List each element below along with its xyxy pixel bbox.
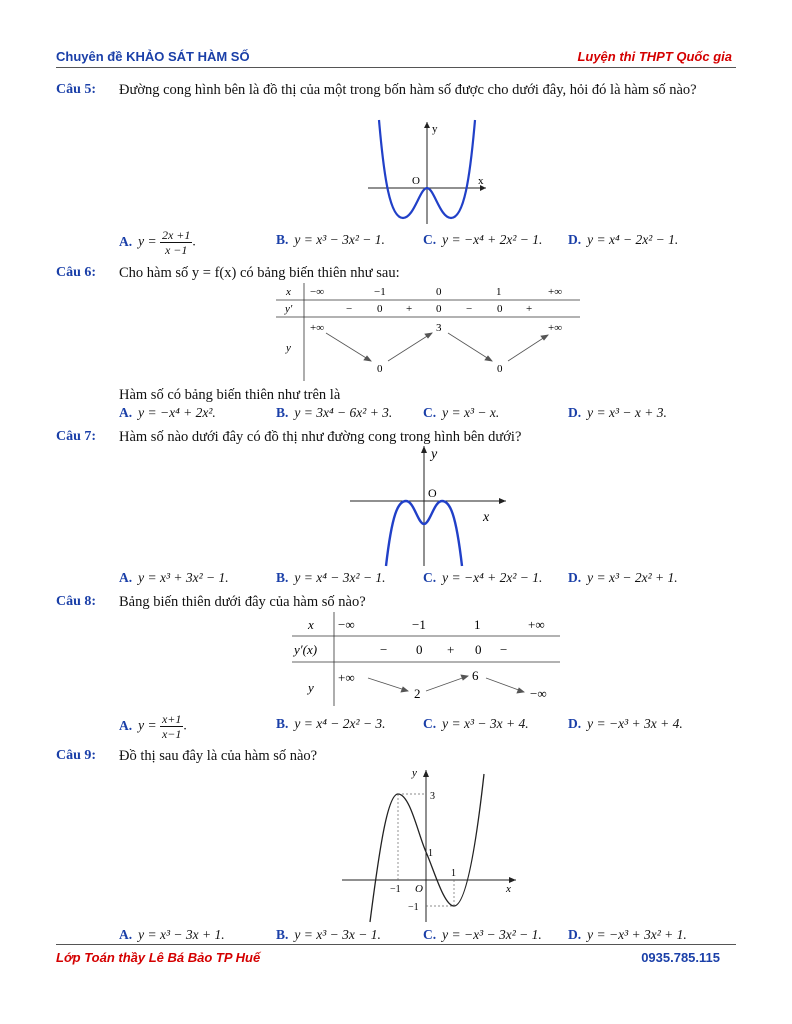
q6-sign-6: + [526,303,533,315]
q9-answer-b[interactable]: B. y = x³ − 3x − 1. [276,927,381,942]
q6-sign-3: 0 [436,303,442,315]
q6-x-0: −∞ [310,286,325,298]
q9-tick-ym1: −1 [408,902,419,913]
q8-x-0: −∞ [338,617,355,632]
q6-row-yprime: y′ [285,303,293,315]
q5-axis-y-label: y [432,123,438,135]
q8-x-2: 1 [474,617,481,632]
q9-tick-y1: 1 [428,848,433,859]
q9-origin-label: O [415,883,423,895]
q7-axis-x-label: x [483,510,490,525]
q8-answer-c[interactable]: C. y = x³ − 3x + 4. [423,716,529,731]
q9-axis-y-label: y [412,767,417,779]
question-7-label: Câu 7: [56,429,97,444]
q8-row-x: x [308,617,314,632]
q8-answer-d[interactable]: D. y = −x³ + 3x + 4. [568,716,683,731]
question-9-text: Đồ thị sau đây là của hàm số nào? [119,748,318,764]
q6-y-3: 0 [497,363,503,375]
q7-origin-label: O [428,486,437,500]
question-8-text: Bảng biến thiên dưới đây của hàm số nào? [119,594,366,610]
q6-y-0: +∞ [310,322,325,334]
q6-x-1: −1 [374,286,386,298]
header-topic: Chuyên đề KHẢO SÁT HÀM SỐ [56,49,250,64]
footer-phone: 0935.785.115 [641,950,720,965]
question-7-text: Hàm số nào dưới đây có đồ thị như đường cong trong hình bên dưới? [119,429,522,445]
q9-tick-x1: 1 [451,868,456,879]
q6-sign-5: 0 [497,303,503,315]
q8-y-3: −∞ [530,686,547,701]
question-8-label: Câu 8: [56,594,97,609]
q6-x-2: 0 [436,286,442,298]
page-footer [56,944,736,967]
q6-row-x: x [286,286,291,298]
q5-answer-c[interactable]: C. y = −x⁴ + 2x² − 1. [423,232,543,247]
question-8-variation-table [292,612,562,708]
q6-sign-1: 0 [377,303,383,315]
q9-answer-d[interactable]: D. y = −x³ + 3x² + 1. [568,927,687,942]
q6-answer-c[interactable]: C. y = x³ − x. [423,405,500,420]
q6-answer-b[interactable]: B. y = 3x⁴ − 6x² + 3. [276,405,393,420]
q8-x-1: −1 [412,617,426,632]
question-9-graph [340,764,520,924]
q6-y-4: +∞ [548,322,563,334]
q5-answer-b[interactable]: B. y = x³ − 3x² − 1. [276,232,385,247]
q8-y-2: 6 [472,668,479,683]
q8-answer-b[interactable]: B. y = x⁴ − 2x² − 3. [276,716,386,731]
q9-tick-y3: 3 [430,791,435,802]
q7-answer-a[interactable]: A. y = x³ + 3x² − 1. [119,570,229,585]
q5-answer-d[interactable]: D. y = x⁴ − 2x² − 1. [568,232,679,247]
q8-y-1: 2 [414,686,421,701]
q5-axis-x-label: x [478,175,484,187]
q5-origin-label: O [412,175,420,187]
q9-axis-x-label: x [506,883,511,895]
q9-answer-a[interactable]: A. y = x³ − 3x + 1. [119,927,225,942]
question-9-label: Câu 9: [56,748,97,763]
question-6-variation-table [276,283,580,383]
q7-axis-y-label: y [431,447,438,462]
question-5-label: Câu 5: [56,82,97,97]
q6-row-y: y [286,342,291,354]
question-6-after-text: Hàm số có bảng biến thiên như trên là [119,387,341,403]
q7-answer-d[interactable]: D. y = x³ − 2x² + 1. [568,570,678,585]
question-5-graph [362,118,492,228]
q8-sign-0: − [380,642,388,657]
question-7-graph [348,444,508,568]
q8-sign-1: 0 [416,642,423,657]
q6-x-3: 1 [496,286,502,298]
question-6-label: Câu 6: [56,265,97,280]
q6-sign-4: − [466,303,473,315]
q8-sign-3: 0 [475,642,482,657]
q8-y-0: +∞ [338,670,355,685]
q6-sign-2: + [406,303,413,315]
q7-answer-c[interactable]: C. y = −x⁴ + 2x² − 1. [423,570,543,585]
question-5-text: Đường cong hình bên là đồ thị của một trong bốn hàm số được cho dưới đây, hỏi đó là hàm số nào? [119,82,697,98]
q8-sign-2: + [447,642,455,657]
q8-sign-4: − [500,642,508,657]
q8-x-3: +∞ [528,617,545,632]
q6-x-4: +∞ [548,286,563,298]
header-course: Luyện thi THPT Quốc gia [577,49,732,64]
q8-answer-a[interactable]: A. y = $\frac{x+1}{x-1}$ . [119,712,187,741]
q6-sign-0: − [346,303,353,315]
q8-row-y: y [308,680,314,695]
footer-teacher: Lớp Toán thầy Lê Bá Bảo TP Huế [56,950,261,965]
q6-y-2: 3 [436,322,442,334]
q5-answer-a[interactable]: A. y = $\frac{2x +1}{x -1}$ . [119,228,196,257]
q6-answer-d[interactable]: D. y = x³ − x + 3. [568,405,667,420]
q9-answer-c[interactable]: C. y = −x³ − 3x² − 1. [423,927,542,942]
question-6-text: Cho hàm số y = f(x) có bảng biến thiên như sau: [119,265,400,281]
page-header [56,47,736,68]
q7-answer-b[interactable]: B. y = x⁴ − 3x² − 1. [276,570,386,585]
q8-row-yprime: y′(x) [294,642,318,657]
q9-tick-xm1: −1 [390,884,401,895]
q6-y-1: 0 [377,363,383,375]
q6-answer-a[interactable]: A. y = −x⁴ + 2x². [119,405,216,420]
